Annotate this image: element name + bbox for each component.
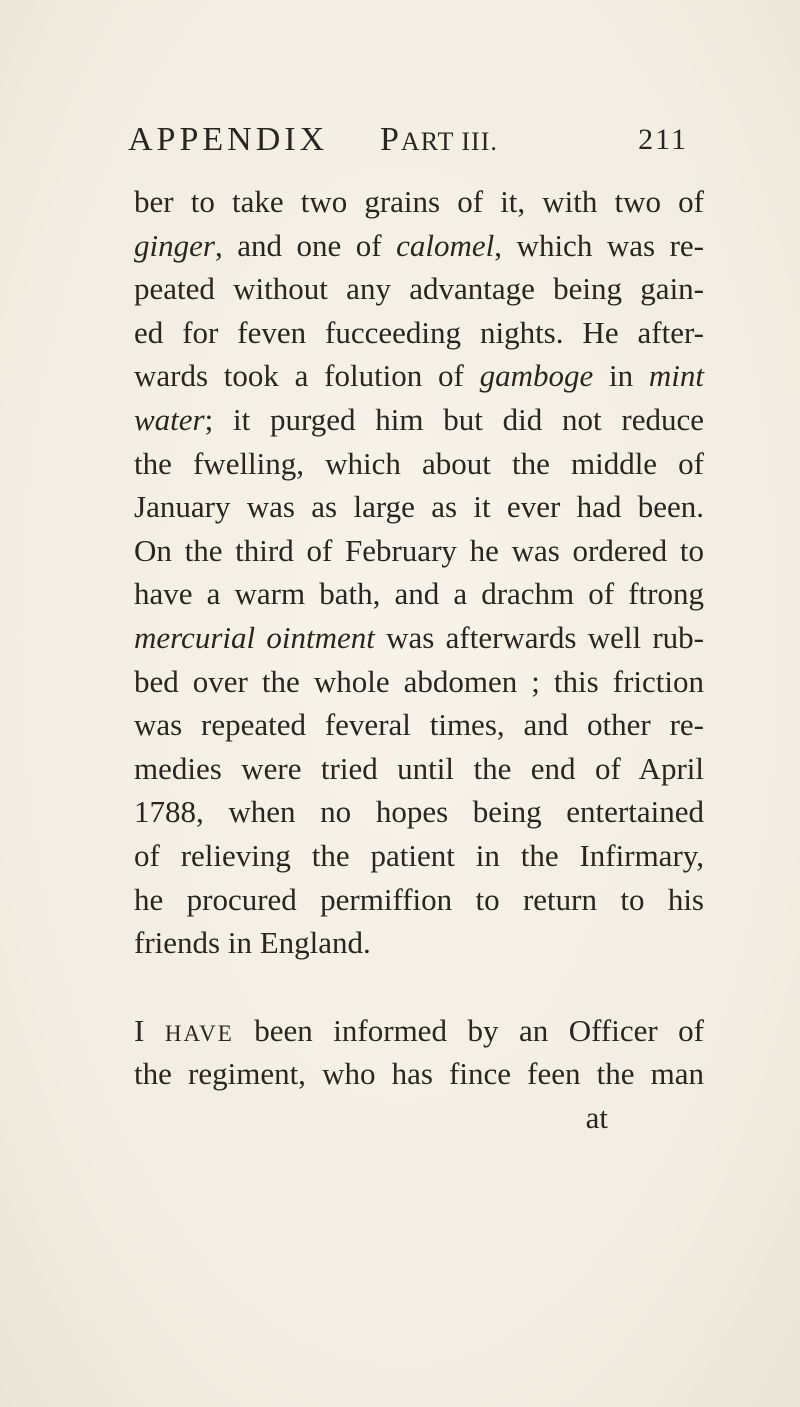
text-line: [134, 1009, 704, 1053]
drop-initial: I: [134, 1012, 145, 1048]
text-run: he procured permiffion to return to his: [134, 881, 704, 917]
text-run: peated without any advantage being gain-: [134, 271, 704, 307]
text-line: [134, 267, 704, 311]
text-line: [134, 485, 704, 529]
running-header: [128, 118, 698, 162]
text-line: [134, 180, 704, 224]
text-line: [134, 572, 704, 616]
text-run: , which was re-: [494, 227, 704, 263]
text-run: the fwelling, which about the middle of: [134, 445, 704, 481]
text-run: of relieving the patient in the Infirmary,: [134, 837, 704, 873]
header-part-initial: P: [380, 121, 401, 158]
paragraph-2: [134, 1009, 704, 1140]
text-line: [134, 224, 704, 268]
line-rest: been informed by an Officer of: [233, 1012, 704, 1048]
text-line: [134, 878, 704, 922]
italic-term: mint: [648, 358, 704, 394]
text-line: [134, 616, 704, 660]
small-caps-word: HAVE: [144, 1020, 234, 1046]
text-run: 1788, when no hopes being entertained: [134, 794, 704, 830]
text-line: [134, 834, 704, 878]
paragraph-gap: [134, 965, 704, 1009]
text-line: [134, 354, 704, 398]
italic-term: gamboge: [479, 358, 594, 394]
paragraph-1: [134, 180, 704, 965]
text-line: [134, 921, 704, 965]
header-part: [380, 118, 498, 164]
text-run: ; it purged him but did not reduce: [204, 401, 704, 437]
text-run: , and one of: [214, 227, 397, 263]
text-line: [134, 311, 704, 355]
italic-term: water: [134, 401, 205, 437]
body-text: [134, 180, 704, 1139]
header-part-rest: ART III.: [400, 127, 498, 156]
catchword: at: [585, 1099, 608, 1135]
text-run: have a warm bath, and a drachm of ftrong: [134, 576, 704, 612]
text-run: ed for feven fucceeding nights. He after-: [134, 314, 704, 350]
text-run: bed over the whole abdomen ; this friction: [134, 663, 704, 699]
text-line: [134, 398, 704, 442]
text-line: [134, 529, 704, 573]
italic-term: mercurial ointment: [134, 619, 375, 655]
text-line: the regiment, who has fince feen the man: [134, 1056, 704, 1092]
text-line: [134, 442, 704, 486]
text-run: ber to take two grains of it, with two of: [134, 184, 704, 219]
page-number: 211: [638, 123, 688, 156]
text-run: was repeated feveral times, and other re-: [134, 707, 704, 743]
header-title: APPENDIX: [128, 121, 329, 158]
text-run: was afterwards well rub-: [374, 619, 705, 655]
text-line: [134, 790, 704, 834]
text-line: [134, 747, 704, 791]
text-run: wards took a folution of: [134, 358, 480, 394]
text-line: [134, 703, 704, 747]
text-line: [134, 660, 704, 704]
text-run: On the third of February he was ordered to: [134, 532, 704, 568]
text-run: in: [593, 358, 649, 394]
text-run: friends in England.: [134, 925, 371, 961]
text-run: medies were tried until the end of April: [134, 750, 704, 786]
italic-term: calomel: [396, 227, 495, 263]
italic-term: ginger: [134, 227, 215, 263]
text-run: January was as large as it ever had been.: [134, 489, 704, 525]
